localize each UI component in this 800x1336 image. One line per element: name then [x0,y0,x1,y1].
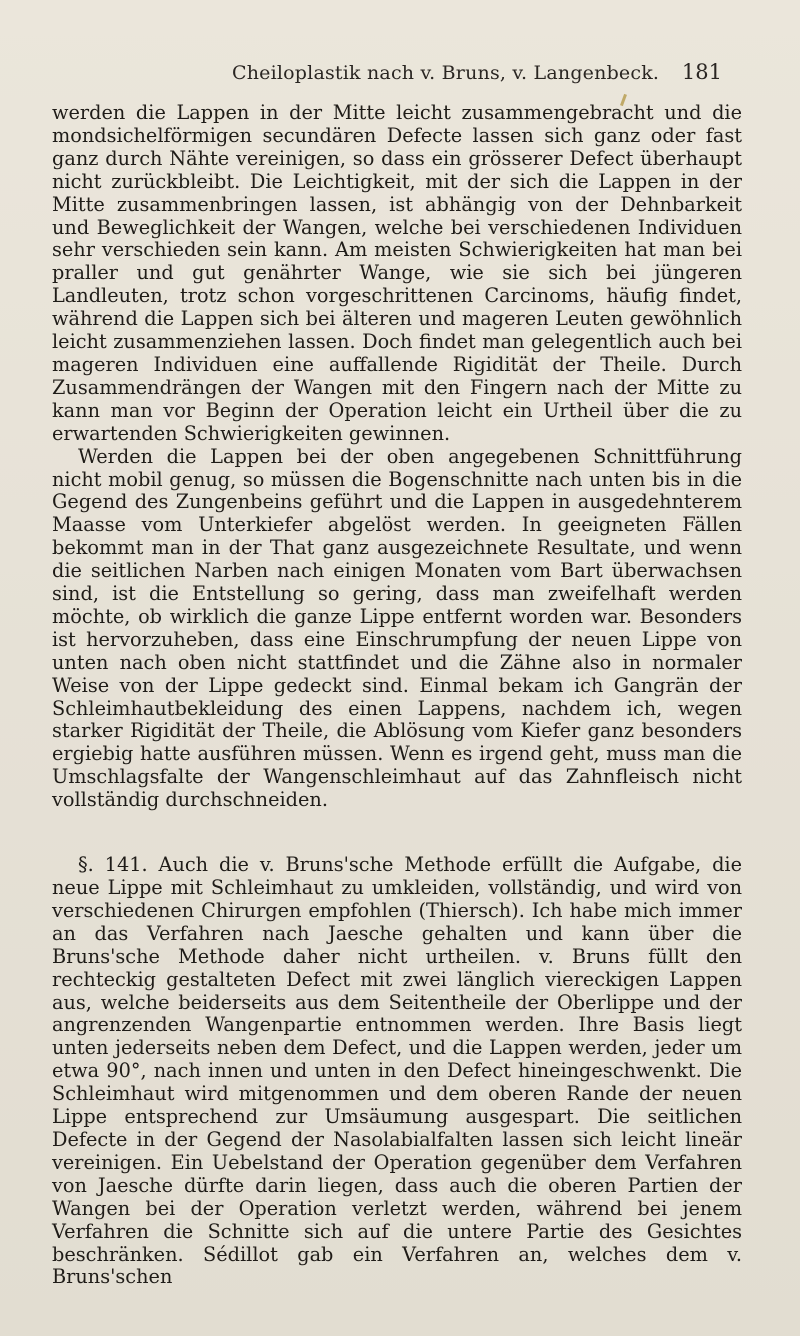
page-header [232,62,722,92]
page-number: 181 [681,60,722,84]
section-gap [52,812,742,854]
running-title: Cheiloplastik nach v. Bruns, v. Langenbeck. [232,62,660,84]
paragraph-2: Werden die Lappen bei der oben angegebenen Schnittführung nicht mobil genug, so müssen die Bogenschnitte nach unten bis in die Gegend des Zungenbeins geführt und die Lappen in ausgedehnterem Maasse vom Unterkiefer abgelöst werden. In geeigneten Fällen bekommt man in der That ganz ausgezeichnete Resultate, und wenn die seitlichen Narben nach einigen Monaten vom Bart überwachsen sind, ist die Entstellung so gering, dass man zweifelhaft werden möchte, ob wirklich die ganze Lippe entfernt worden war. Besonders ist hervorzuheben, dass eine Einschrumpfung der neuen Lippe von unten nach oben nicht stattfindet und die Zähne also in normaler Weise von der Lippe gedeckt sind. Einmal bekam ich Gangrän der Schleimhautbekleidung des einen Lappens, nachdem ich, wegen starker Rigidität der Theile, die Ablösung vom Kiefer ganz besonders ergiebig hatte ausführen müssen. Wenn es irgend geht, muss man die Umschlagsfalte der Wangenschleimhaut auf das Zahnfleisch nicht vollständig durchschneiden. [52,444,742,812]
paragraph-section-141: §. 141. Auch die v. Bruns'sche Methode erfüllt die Aufgabe, die neue Lippe mit Schleimhaut zu umkleiden, vollständig, und wird von verschiedenen Chirurgen empfohlen (Thiersch). Ich habe mich immer an das Verfahren nach Jaesche gehalten und kann über die Bruns'sche Methode daher nicht urtheilen. v. Bruns füllt den rechteckig gestalteten Defect mit zwei länglich viereckigen Lappen aus, welche beiderseits aus dem Seitentheile der Oberlippe und der angrenzenden Wangenpartie entnommen werden. Ihre Basis liegt unten jederseits neben dem Defect, und die Lappen werden, jeder um etwa 90°, nach innen und unten in den Defect hineingeschwenkt. Die Schleimhaut wird mitgenommen und dem oberen Rande der neuen Lippe entsprechend zur Umsäumung ausgespart. Die seitlichen Defecte in der Gegend der Nasolabialfalten lassen sich leicht lineär vereinigen. Ein Uebelstand der Operation gegenüber dem Verfahren von Jaesche dürfte darin liegen, dass auch die oberen Partien der Wangen bei der Operation verletzt werden, während bei jenem Verfahren die Schnitte sich auf die untere Partie des Gesichtes beschränken. Sédillot gab ein Verfahren an, welches dem v. Bruns'schen [52,853,742,1289]
body-text [52,102,742,1289]
paragraph-1: werden die Lappen in der Mitte leicht zusammengebracht und die mondsichelförmigen secundären Defecte lassen sich ganz oder fast ganz durch Nähte vereinigen, so dass ein grösserer Defect überhaupt nicht zurückbleibt. Die Leichtigkeit, mit der sich die Lappen in der Mitte zusammenbringen lassen, ist abhängig von der Dehnbarkeit und Beweglichkeit der Wangen, welche bei verschiedenen Individuen sehr verschieden sein kann. Am meisten Schwierigkeiten hat man bei praller und gut genährter Wange, wie sie sich bei jüngeren Landleuten, trotz schon vorgeschrittenen Carcinoms, häufig findet, während die Lappen sich bei älteren und mageren Leuten gewöhnlich leicht zusammenziehen lassen. Doch findet man gelegentlich auch bei mageren Individuen eine auffallende Rigidität der Theile. Durch Zusammendrängen der Wangen mit den Fingern nach der Mitte zu kann man vor Beginn der Operation leicht ein Urtheil über die zu erwartenden Schwierigkeiten gewinnen. [52,101,742,445]
